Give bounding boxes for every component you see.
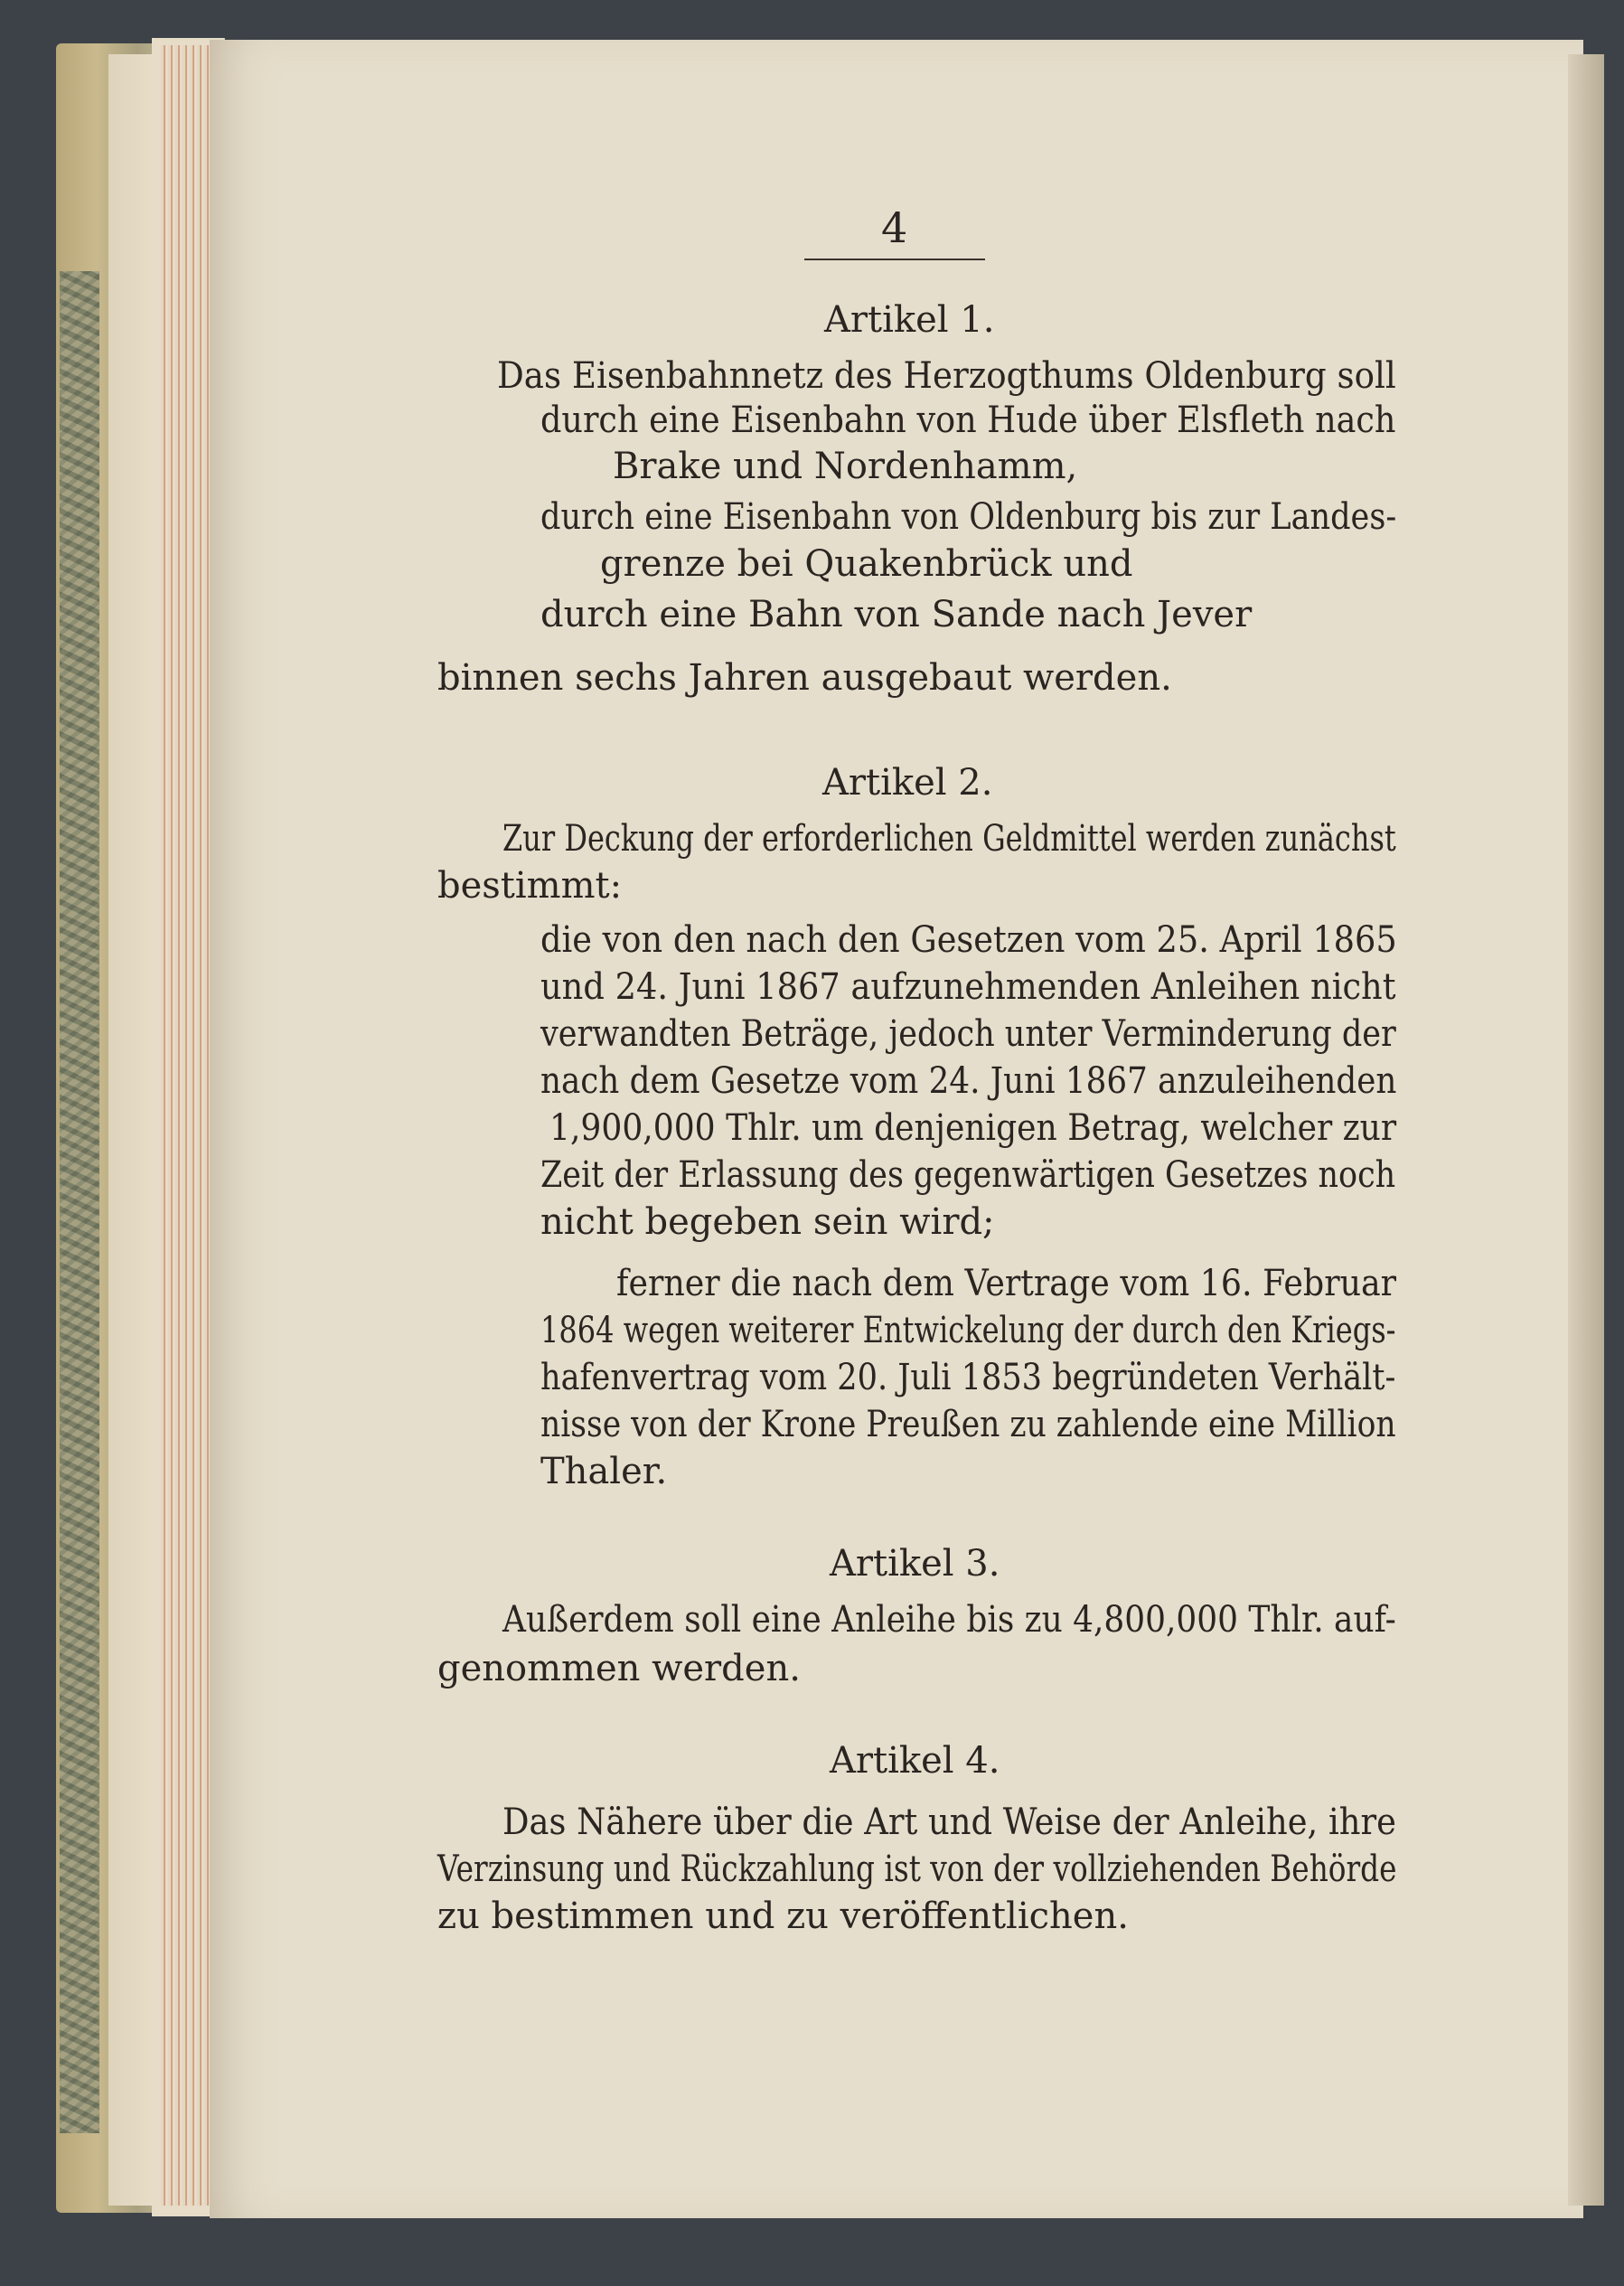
article-3-line: genommen werden. bbox=[437, 1648, 801, 1689]
article-4-line: Verzinsung und Rückzahlung ist von der vollziehenden Behörde bbox=[437, 1849, 1397, 1890]
article-4-heading: Artikel 4. bbox=[830, 1740, 1000, 1782]
article-2-line: hafenvertrag vom 20. Juli 1853 begründeten Verhält- bbox=[540, 1357, 1396, 1398]
article-2-line: und 24. Juni 1867 aufzunehmenden Anleihen nicht bbox=[540, 966, 1396, 1008]
article-3-heading: Artikel 3. bbox=[830, 1543, 1000, 1585]
page-number: 4 bbox=[881, 203, 908, 252]
article-2-line: Zur Deckung der erforderlichen Geldmittel werden zunächst bbox=[502, 818, 1396, 860]
article-2-line: nisse von der Krone Preußen zu zahlende eine Million bbox=[540, 1404, 1396, 1445]
article-2-line: nicht begeben sein wird; bbox=[540, 1201, 995, 1243]
article-1-line: durch eine Eisenbahn von Hude über Elsfleth nach bbox=[540, 400, 1396, 441]
article-2-heading: Artikel 2. bbox=[822, 762, 993, 804]
article-2-line: 1,900,000 Thlr. um denjenigen Betrag, welcher zur bbox=[549, 1107, 1397, 1149]
article-1-line: durch eine Eisenbahn von Oldenburg bis zur Landes- bbox=[540, 496, 1397, 538]
article-3-line: Außerdem soll eine Anleihe bis zu 4,800,000 Thlr. auf- bbox=[502, 1599, 1396, 1641]
article-2-line: ferner die nach dem Vertrage vom 16. Februar bbox=[616, 1263, 1397, 1304]
article-4-line: Das Nähere über die Art und Weise der Anleihe, ihre bbox=[502, 1802, 1396, 1843]
article-2-line: bestimmt: bbox=[437, 865, 623, 907]
article-2-line: Thaler. bbox=[540, 1451, 668, 1492]
article-1-heading: Artikel 1. bbox=[824, 299, 995, 341]
header-rule bbox=[804, 259, 985, 260]
article-1-line: Das Eisenbahnnetz des Herzogthums Oldenburg soll bbox=[497, 355, 1396, 397]
article-2-line: Zeit der Erlassung des gegenwärtigen Gesetzes noch bbox=[540, 1154, 1396, 1196]
article-2-line: 1864 wegen weiterer Entwickelung der durch den Kriegs- bbox=[540, 1310, 1396, 1351]
article-2-line: die von den nach den Gesetzen vom 25. April 1865 bbox=[540, 919, 1397, 961]
article-2-line: nach dem Gesetze vom 24. Juni 1867 anzuleihenden bbox=[540, 1060, 1397, 1102]
article-1-line: binnen sechs Jahren ausgebaut werden. bbox=[437, 657, 1172, 699]
article-4-line: zu bestimmen und zu veröffentlichen. bbox=[437, 1896, 1129, 1937]
article-2-line: verwandten Beträge, jedoch unter Verminderung der bbox=[540, 1013, 1396, 1055]
article-1-line: Brake und Nordenhamm, bbox=[613, 446, 1078, 487]
article-1-line: grenze bei Quakenbrück und bbox=[600, 543, 1133, 585]
article-1-line: durch eine Bahn von Sande nach Jever bbox=[540, 594, 1253, 635]
